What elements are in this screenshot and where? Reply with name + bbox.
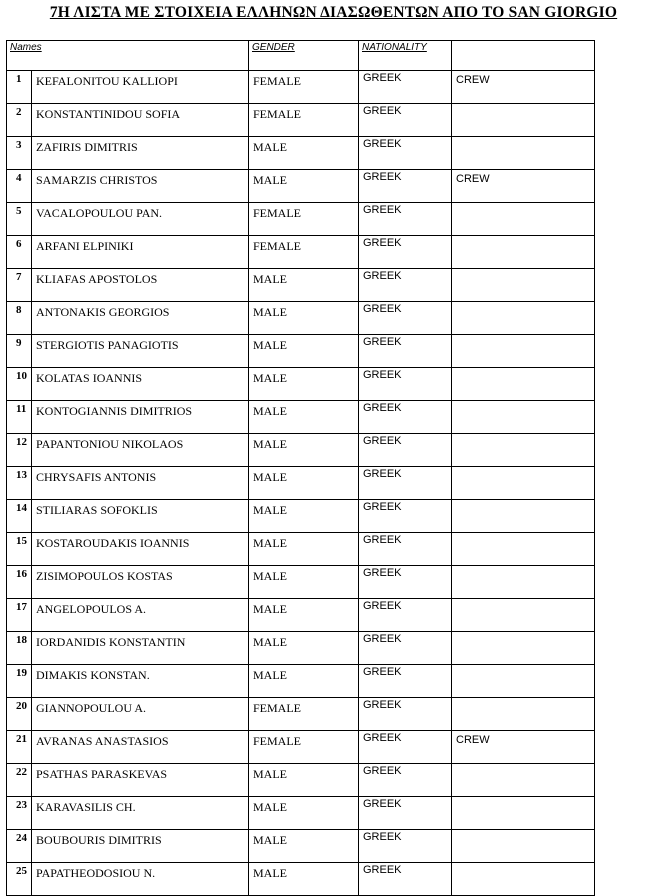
row-number: 11 [7, 401, 32, 434]
row-number: 22 [7, 764, 32, 797]
row-nationality: GREEK [359, 434, 452, 467]
table-row [7, 434, 595, 467]
row-gender: MALE [249, 302, 359, 335]
table-row [7, 137, 595, 170]
row-extra [452, 137, 595, 170]
table-row [7, 797, 595, 830]
row-number: 19 [7, 665, 32, 698]
row-number: 15 [7, 533, 32, 566]
row-gender: MALE [249, 401, 359, 434]
row-number: 20 [7, 698, 32, 731]
table-row [7, 302, 595, 335]
page-title: 7Η ΛΙΣΤΑ ΜΕ ΣΤΟΙΧΕΙΑ ΕΛΛΗΝΩΝ ΔΙΑΣΩΘΕΝΤΩΝ ΑΠΟ ΤΟ SAN GIORGIO [49, 4, 618, 21]
header-gender: GENDER [249, 41, 359, 71]
row-number: 13 [7, 467, 32, 500]
row-nationality: GREEK [359, 467, 452, 500]
row-extra [452, 269, 595, 302]
row-name: KOSTAROUDAKIS IOANNIS [32, 533, 249, 566]
row-number: 2 [7, 104, 32, 137]
row-gender: MALE [249, 632, 359, 665]
row-number: 16 [7, 566, 32, 599]
survivors-table [6, 40, 595, 896]
table-header-row [7, 41, 595, 71]
row-number: 17 [7, 599, 32, 632]
table-row [7, 632, 595, 665]
table-row [7, 764, 595, 797]
row-extra: CREW [452, 731, 595, 764]
table-row [7, 104, 595, 137]
row-gender: MALE [249, 863, 359, 896]
table-row [7, 203, 595, 236]
row-extra [452, 566, 595, 599]
header-nationality: NATIONALITY [359, 41, 452, 71]
row-nationality: GREEK [359, 170, 452, 203]
header-names: Names [7, 41, 249, 71]
row-number: 6 [7, 236, 32, 269]
row-name: KARAVASILIS CH. [32, 797, 249, 830]
header-extra [452, 41, 595, 71]
row-name: PAPANTONIOU NIKOLAOS [32, 434, 249, 467]
table-row [7, 599, 595, 632]
row-gender: MALE [249, 368, 359, 401]
row-nationality: GREEK [359, 104, 452, 137]
row-gender: MALE [249, 566, 359, 599]
row-name: ARFANI ELPINIKI [32, 236, 249, 269]
table-row [7, 269, 595, 302]
row-nationality: GREEK [359, 599, 452, 632]
row-extra [452, 665, 595, 698]
row-number: 25 [7, 863, 32, 896]
row-number: 18 [7, 632, 32, 665]
row-nationality: GREEK [359, 731, 452, 764]
row-name: KONSTANTINIDOU SOFIA [32, 104, 249, 137]
row-number: 4 [7, 170, 32, 203]
row-nationality: GREEK [359, 236, 452, 269]
row-number: 21 [7, 731, 32, 764]
row-number: 3 [7, 137, 32, 170]
table-row [7, 335, 595, 368]
row-nationality: GREEK [359, 632, 452, 665]
row-name: SAMARZIS CHRISTOS [32, 170, 249, 203]
row-name: PSATHAS PARASKEVAS [32, 764, 249, 797]
table-row [7, 368, 595, 401]
table-row [7, 665, 595, 698]
row-number: 8 [7, 302, 32, 335]
row-gender: MALE [249, 170, 359, 203]
row-gender: FEMALE [249, 698, 359, 731]
row-name: GIANNOPOULOU A. [32, 698, 249, 731]
row-extra [452, 104, 595, 137]
row-gender: MALE [249, 533, 359, 566]
row-extra: CREW [452, 170, 595, 203]
row-name: ZAFIRIS DIMITRIS [32, 137, 249, 170]
row-nationality: GREEK [359, 698, 452, 731]
row-nationality: GREEK [359, 368, 452, 401]
row-name: BOUBOURIS DIMITRIS [32, 830, 249, 863]
row-nationality: GREEK [359, 500, 452, 533]
row-number: 1 [7, 71, 32, 104]
row-extra [452, 797, 595, 830]
row-number: 14 [7, 500, 32, 533]
table-row [7, 863, 595, 896]
row-name: CHRYSAFIS ANTONIS [32, 467, 249, 500]
row-name: STERGIOTIS PANAGIOTIS [32, 335, 249, 368]
row-nationality: GREEK [359, 665, 452, 698]
row-nationality: GREEK [359, 533, 452, 566]
row-number: 12 [7, 434, 32, 467]
row-gender: MALE [249, 764, 359, 797]
row-name: VACALOPOULOU PAN. [32, 203, 249, 236]
row-gender: MALE [249, 599, 359, 632]
row-gender: MALE [249, 500, 359, 533]
row-name: ANGELOPOULOS A. [32, 599, 249, 632]
row-extra [452, 830, 595, 863]
row-extra [452, 533, 595, 566]
row-nationality: GREEK [359, 830, 452, 863]
row-extra [452, 467, 595, 500]
row-name: KOLATAS IOANNIS [32, 368, 249, 401]
row-name: IORDANIDIS KONSTANTIN [32, 632, 249, 665]
row-nationality: GREEK [359, 71, 452, 104]
row-extra [452, 764, 595, 797]
row-name: PAPATHEODOSIOU N. [32, 863, 249, 896]
row-extra [452, 203, 595, 236]
table-row [7, 236, 595, 269]
row-nationality: GREEK [359, 401, 452, 434]
row-gender: FEMALE [249, 236, 359, 269]
row-extra [452, 599, 595, 632]
table-row [7, 170, 595, 203]
table-row [7, 467, 595, 500]
row-number: 9 [7, 335, 32, 368]
row-extra [452, 335, 595, 368]
table-body [7, 71, 595, 896]
row-gender: MALE [249, 797, 359, 830]
row-extra [452, 632, 595, 665]
table-row [7, 533, 595, 566]
row-number: 10 [7, 368, 32, 401]
row-name: STILIARAS SOFOKLIS [32, 500, 249, 533]
table-row [7, 731, 595, 764]
row-nationality: GREEK [359, 302, 452, 335]
row-extra [452, 236, 595, 269]
row-name: KLIAFAS APOSTOLOS [32, 269, 249, 302]
row-gender: FEMALE [249, 104, 359, 137]
table-row [7, 500, 595, 533]
table-row [7, 401, 595, 434]
row-name: KEFALONITOU KALLIOPI [32, 71, 249, 104]
table-row [7, 698, 595, 731]
row-number: 23 [7, 797, 32, 830]
row-number: 7 [7, 269, 32, 302]
row-name: DIMAKIS KONSTAN. [32, 665, 249, 698]
row-extra [452, 434, 595, 467]
row-gender: MALE [249, 665, 359, 698]
row-extra [452, 863, 595, 896]
row-name: AVRANAS ANASTASIOS [32, 731, 249, 764]
row-gender: MALE [249, 335, 359, 368]
row-number: 24 [7, 830, 32, 863]
row-nationality: GREEK [359, 335, 452, 368]
table-row [7, 830, 595, 863]
row-extra [452, 500, 595, 533]
row-nationality: GREEK [359, 137, 452, 170]
table-row [7, 71, 595, 104]
row-gender: FEMALE [249, 203, 359, 236]
row-nationality: GREEK [359, 863, 452, 896]
row-name: KONTOGIANNIS DIMITRIOS [32, 401, 249, 434]
row-name: ZISIMOPOULOS KOSTAS [32, 566, 249, 599]
row-gender: MALE [249, 434, 359, 467]
row-extra [452, 368, 595, 401]
row-gender: MALE [249, 137, 359, 170]
row-gender: MALE [249, 467, 359, 500]
row-nationality: GREEK [359, 203, 452, 236]
row-extra [452, 302, 595, 335]
row-nationality: GREEK [359, 764, 452, 797]
table-row [7, 566, 595, 599]
row-nationality: GREEK [359, 566, 452, 599]
row-extra [452, 698, 595, 731]
row-name: ANTONAKIS GEORGIOS [32, 302, 249, 335]
row-extra [452, 401, 595, 434]
row-gender: FEMALE [249, 71, 359, 104]
row-nationality: GREEK [359, 797, 452, 830]
row-gender: MALE [249, 830, 359, 863]
row-number: 5 [7, 203, 32, 236]
row-gender: FEMALE [249, 731, 359, 764]
row-extra: CREW [452, 71, 595, 104]
row-gender: MALE [249, 269, 359, 302]
row-nationality: GREEK [359, 269, 452, 302]
